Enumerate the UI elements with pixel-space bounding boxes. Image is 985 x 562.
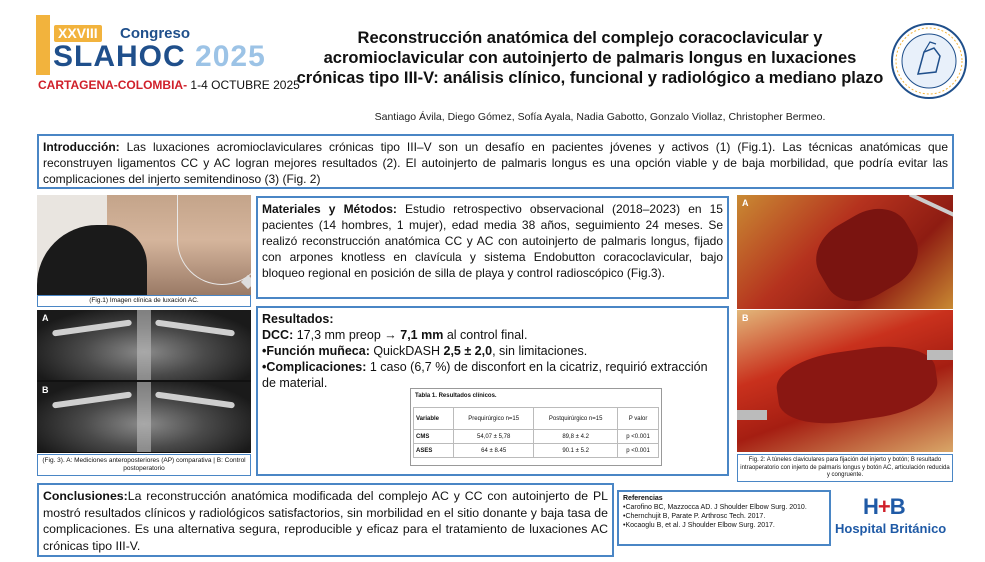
figure-3-xrays	[37, 310, 251, 453]
photo-necklace	[177, 195, 251, 285]
xray-a	[37, 310, 251, 380]
table-caption: Tabla 1. Resultados clínicos.	[415, 393, 497, 399]
hospital-mark-b: B	[889, 494, 905, 519]
results-wrist	[262, 343, 723, 359]
hospital-mark	[863, 494, 905, 520]
figure-2-caption: Fig. 2: A túneles claviculares para fijación del injerto y botón; B resultado intraoperatorio con injerto de palmaris longus y botón AC, articulación reducida y congruente.	[737, 454, 953, 482]
congress-name	[53, 41, 266, 73]
references-heading: Referencias	[623, 495, 663, 502]
table-cell: p <0.001	[618, 444, 659, 458]
figure-2a-surgery-photo	[737, 195, 953, 309]
xray-clavicle-left	[52, 319, 132, 336]
figure-2a-label: A	[742, 198, 749, 208]
figure-2b-label: B	[742, 313, 749, 323]
reference-item: •Kocaoglu B, et al. J Shoulder Elbow Surg. 2017.	[623, 522, 775, 529]
xray-b-label: B	[42, 385, 49, 395]
figure-3-caption: (Fig. 3). A: Mediciones anteroposteriores (AP) comparativa | B: Control postoperatorio	[37, 454, 251, 476]
dcc-tail: al control final.	[443, 328, 528, 342]
methods-box	[256, 196, 729, 299]
retractor	[737, 410, 767, 420]
table-header-cell: Postquirúrgico n=15	[534, 408, 618, 430]
table-row	[414, 430, 659, 444]
reference-item: •Chernchujit B, Parate P. Arthrosc Tech. 2017.	[623, 513, 766, 520]
table-cell: CMS	[414, 430, 454, 444]
hospital-name: Hospital Británico	[835, 521, 947, 536]
poster-authors: Santiago Ávila, Diego Gómez, Sofía Ayala, Nadia Gabotto, Gonzalo Viollaz, Christopher Bermeo.	[374, 111, 826, 123]
dcc-text: 17,3 mm preop →	[293, 328, 401, 342]
table-cell: 64 ± 8.45	[454, 444, 534, 458]
wrist-label: •Función muñeca:	[262, 344, 370, 358]
figure-1-clinical-photo	[37, 195, 251, 295]
xray-spine	[137, 382, 151, 452]
surgical-field	[804, 195, 931, 309]
congress-number: XXVIII	[54, 25, 102, 42]
table-cell: 90.1 ± 5.2	[534, 444, 618, 458]
congress-place	[38, 78, 300, 92]
results-complications	[262, 359, 723, 391]
table-grid	[413, 407, 659, 458]
conclusions-heading: Conclusiones:	[43, 489, 128, 503]
xray-clavicle-right	[155, 319, 235, 336]
retractor	[927, 350, 953, 360]
surgical-instrument	[909, 195, 953, 221]
logo-accent-bar	[36, 15, 50, 75]
congress-name-text: SLAHOC	[53, 40, 186, 73]
table-cell: p <0.001	[618, 430, 659, 444]
xray-clavicle-right	[155, 391, 235, 408]
congress-year: 2025	[195, 40, 266, 73]
surgical-field	[773, 339, 941, 431]
wrist-text: QuickDASH	[369, 344, 444, 358]
methods-text: Estudio retrospectivo observacional (2018–2023) en 15 pacientes (14 hombres, 1 mujer), edad media 38 años, seguimiento 24 meses. Se realizó reconstrucción anatómica CC y AC con autoinjerto de palmaris longus, fijado con arpones knotless en clavícula y sistema Endobutton coracoclavicular, bajo bloqueo regional en posición de silla de playa y control radioscópico (Fig.3).	[262, 202, 723, 280]
complications-label: •Complicaciones:	[262, 360, 367, 374]
xray-clavicle-left	[52, 391, 132, 408]
congress-dates: 1-4 OCTUBRE 2025	[187, 78, 300, 92]
conclusions-text: La reconstrucción anatómica modificada del complejo AC y CC con autoinjerto de PL mostró resultados clínicos y radiológicos satisfactorios, sin morbilidad en el sitio donante y baja tasa de complicaciones. Es una alternativa segura, reproducible y eficaz para el tratamiento de luxaciones AC crónicas tipo III-V.	[43, 489, 608, 553]
table-header-cell: Variable	[414, 408, 454, 430]
results-table	[410, 388, 662, 466]
introduction-heading: Introducción:	[43, 140, 120, 154]
conclusions-box	[37, 483, 614, 557]
dcc-label: DCC:	[262, 328, 294, 342]
poster-title: Reconstrucción anatómica del complejo coracoclavicular y acromioclavicular con autoinjerto de palmaris longus en luxaciones crónicas tipo III-V: análisis clínico, funcional y radiológico a mediano plazo	[296, 29, 884, 87]
table-row	[414, 444, 659, 458]
reference-item: •Carofino BC, Mazzocca AD. J Shoulder Elbow Surg. 2010.	[623, 504, 807, 511]
dcc-value: 7,1 mm	[400, 328, 444, 342]
results-heading: Resultados:	[262, 312, 334, 326]
introduction-box	[37, 134, 954, 189]
hospital-mark-h: H	[863, 494, 878, 519]
figure-1-caption: (Fig.1) Imagen clínica de luxación AC.	[37, 295, 251, 307]
complications-text: 1 caso (6,7 %) de disconfort en la cicatriz, requirió extracción de material.	[262, 360, 708, 390]
table-cell: 89,8 ± 4.2	[534, 430, 618, 444]
figure-2b-surgery-photo	[737, 310, 953, 452]
table-cell: ASES	[414, 444, 454, 458]
hospital-mark-plus: +	[877, 494, 890, 519]
results-dcc	[262, 327, 723, 343]
references-box	[617, 490, 831, 546]
congress-logo	[36, 15, 300, 92]
methods-heading: Materiales y Métodos:	[262, 202, 397, 216]
society-logo	[890, 22, 968, 100]
hospital-logo	[835, 494, 955, 546]
table-header-row	[414, 408, 659, 430]
wrist-value: 2,5 ± 2,0	[443, 344, 493, 358]
congress-city: CARTAGENA-COLOMBIA-	[38, 78, 188, 92]
wrist-tail: , sin limitaciones.	[492, 344, 588, 358]
table-header-cell: P valor	[618, 408, 659, 430]
table-cell: 54,07 ± 5,78	[454, 430, 534, 444]
introduction-text: Las luxaciones acromioclaviculares crónicas tipo III–V son un desafío en pacientes jóvenes y activos (1) (Fig.1). Las técnicas anatómicas que reconstruyen ligamentos CC y AC logran mejores resultados (2). El autoinjerto de palmaris longus es una opción viable y de baja morbilidad, que podría evitar las complicaciones del injerto semitendinoso (3) (Fig. 2)	[43, 140, 948, 186]
xray-spine	[137, 310, 151, 380]
xray-a-label: A	[42, 313, 49, 323]
congress-word: Congreso	[120, 25, 191, 42]
table-header-cell: Prequirúrgico n=15	[454, 408, 534, 430]
xray-b	[37, 382, 251, 452]
